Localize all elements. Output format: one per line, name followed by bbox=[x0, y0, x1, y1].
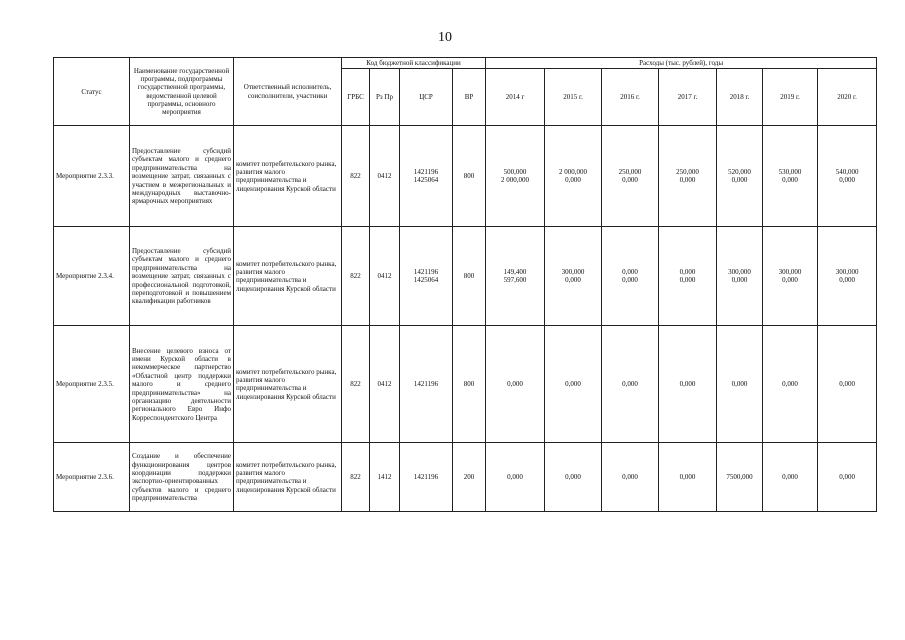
header-year: 2019 г. bbox=[763, 69, 818, 126]
vr-cell: 200 bbox=[453, 443, 486, 512]
year-value-cell: 7500,000 bbox=[717, 443, 763, 512]
year-value-cell: 0,000 bbox=[763, 443, 818, 512]
year-value-cell: 0,000 bbox=[602, 326, 659, 443]
year-value-cell: 0,000 bbox=[659, 326, 717, 443]
status-cell: Мероприятие 2.3.4. bbox=[54, 227, 130, 326]
year-value-cell: 0,000 bbox=[763, 326, 818, 443]
year-value-cell: 300,000 0,000 bbox=[717, 227, 763, 326]
header-vr: ВР bbox=[453, 69, 486, 126]
year-value-cell: 540,000 0,000 bbox=[818, 126, 877, 227]
header-csr: ЦСР bbox=[400, 69, 453, 126]
grbs-cell: 822 bbox=[342, 126, 370, 227]
executor-cell: комитет потребительского рынка, развития малого предпринимательства и лицензирования Курской области bbox=[234, 227, 342, 326]
rzpr-cell: 0412 bbox=[370, 326, 400, 443]
vr-cell: 800 bbox=[453, 227, 486, 326]
header-status: Статус bbox=[54, 58, 130, 126]
table-row bbox=[54, 326, 877, 443]
table-row bbox=[54, 227, 877, 326]
csr-cell: 1421196 bbox=[400, 326, 453, 443]
name-cell: Предоставление субсидий субъектам малого и среднего предпринимательства на возмещение затрат, связанных с участием в межрегиональных и международных выставочно-ярмарочных мероприятиях bbox=[130, 126, 234, 227]
executor-cell: комитет потребительского рынка, развития малого предпринимательства и лицензирования Курской области bbox=[234, 326, 342, 443]
year-value-cell: 0,000 bbox=[659, 443, 717, 512]
csr-cell: 1421196 bbox=[400, 443, 453, 512]
year-value-cell: 0,000 bbox=[486, 326, 545, 443]
rzpr-cell: 1412 bbox=[370, 443, 400, 512]
header-expenses: Расходы (тыс. рублей), годы bbox=[486, 58, 877, 69]
year-value-cell: 0,000 0,000 bbox=[659, 227, 717, 326]
header-year: 2014 г bbox=[486, 69, 545, 126]
header-executor: Ответственный исполнитель, соисполнители, участники bbox=[234, 58, 342, 126]
table-row bbox=[54, 126, 877, 227]
year-value-cell: 149,400 597,600 bbox=[486, 227, 545, 326]
rzpr-cell: 0412 bbox=[370, 227, 400, 326]
header-year: 2016 г. bbox=[602, 69, 659, 126]
budget-table bbox=[53, 57, 877, 512]
year-value-cell: 530,000 0,000 bbox=[763, 126, 818, 227]
grbs-cell: 822 bbox=[342, 443, 370, 512]
year-value-cell: 300,000 0,000 bbox=[818, 227, 877, 326]
vr-cell: 800 bbox=[453, 126, 486, 227]
csr-cell: 1421196 1425064 bbox=[400, 227, 453, 326]
header-budget-code: Код бюджетной классификации bbox=[342, 58, 486, 69]
year-value-cell: 0,000 bbox=[818, 443, 877, 512]
header-year: 2020 г. bbox=[818, 69, 877, 126]
table-row bbox=[54, 443, 877, 512]
vr-cell: 800 bbox=[453, 326, 486, 443]
year-value-cell: 520,000 0,000 bbox=[717, 126, 763, 227]
year-value-cell: 0,000 bbox=[545, 326, 602, 443]
name-cell: Предоставление субсидий субъектам малого и среднего предпринимательства на возмещение затрат, связанных с профессиональной подготовкой, переподготовкой и повышением квалификации работников bbox=[130, 227, 234, 326]
year-value-cell: 0,000 0,000 bbox=[602, 227, 659, 326]
year-value-cell: 300,000 0,000 bbox=[763, 227, 818, 326]
header-year: 2018 г. bbox=[717, 69, 763, 126]
year-value-cell: 2 000,000 0,000 bbox=[545, 126, 602, 227]
year-value-cell: 0,000 bbox=[818, 326, 877, 443]
executor-cell: комитет потребительского рынка, развития малого предпринимательства и лицензирования Курской области bbox=[234, 126, 342, 227]
status-cell: Мероприятие 2.3.6. bbox=[54, 443, 130, 512]
year-value-cell: 0,000 bbox=[545, 443, 602, 512]
status-cell: Мероприятие 2.3.3. bbox=[54, 126, 130, 227]
header-year: 2015 г. bbox=[545, 69, 602, 126]
name-cell: Создание и обеспечение функционирования центров координации поддержки экспортно-ориентированных субъектов малого и среднего предпринимательства bbox=[130, 443, 234, 512]
year-value-cell: 0,000 bbox=[717, 326, 763, 443]
year-value-cell: 0,000 bbox=[486, 443, 545, 512]
year-value-cell: 250,000 0,000 bbox=[659, 126, 717, 227]
header-grbs: ГРБС bbox=[342, 69, 370, 126]
rzpr-cell: 0412 bbox=[370, 126, 400, 227]
grbs-cell: 822 bbox=[342, 326, 370, 443]
year-value-cell: 500,000 2 000,000 bbox=[486, 126, 545, 227]
year-value-cell: 250,000 0,000 bbox=[602, 126, 659, 227]
header-year: 2017 г. bbox=[659, 69, 717, 126]
executor-cell: комитет потребительского рынка, развития малого предпринимательства и лицензирования Курской области bbox=[234, 443, 342, 512]
header-name: Наименование государственной программы, подпрограммы государственной программы, ведомственной целевой программы, основного мероприятия bbox=[130, 58, 234, 126]
year-value-cell: 0,000 bbox=[602, 443, 659, 512]
status-cell: Мероприятие 2.3.5. bbox=[54, 326, 130, 443]
name-cell: Внесение целевого взноса от имени Курской области в некоммерческое партнерство «Областной центр поддержки малого и среднего предпринимательства» на организацию деятельности регионального Евро Инфо Корреспондентского Центра bbox=[130, 326, 234, 443]
year-value-cell: 300,000 0,000 bbox=[545, 227, 602, 326]
grbs-cell: 822 bbox=[342, 227, 370, 326]
page-number: 10 bbox=[438, 30, 452, 45]
csr-cell: 1421196 1425064 bbox=[400, 126, 453, 227]
header-rzpr: Рз Пр bbox=[370, 69, 400, 126]
